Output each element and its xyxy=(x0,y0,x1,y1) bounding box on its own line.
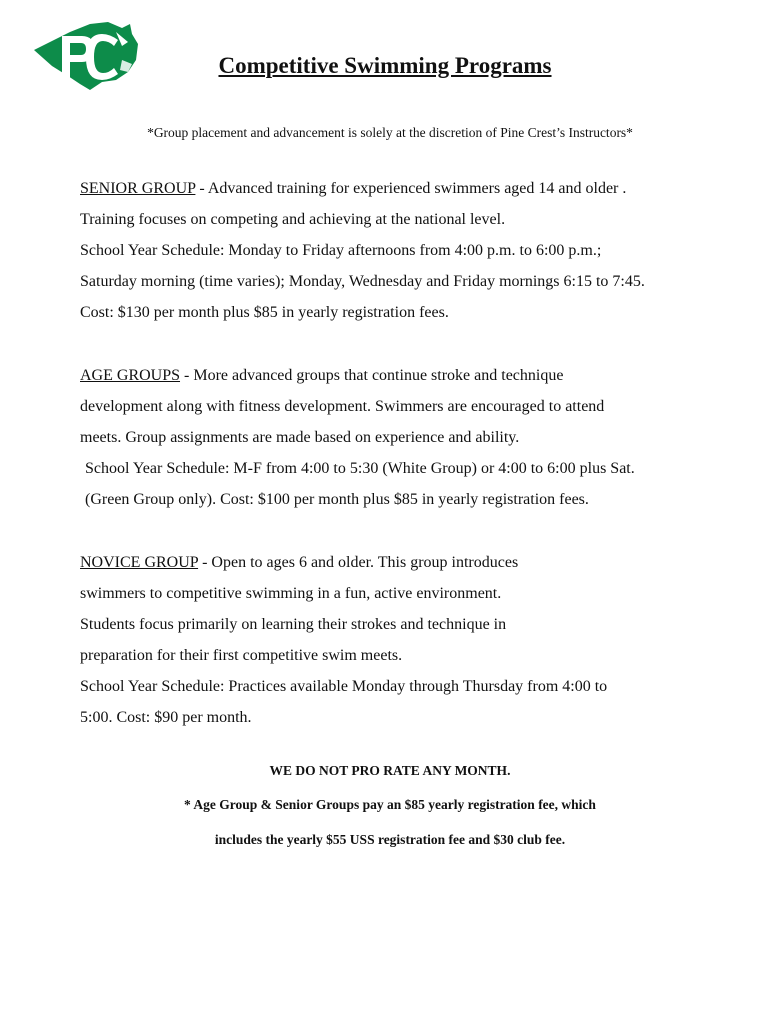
senior-group-heading: SENIOR GROUP xyxy=(80,180,196,197)
no-prorate-notice: WE DO NOT PRO RATE ANY MONTH. xyxy=(269,763,511,778)
novice-intro-text: - Open to ages 6 and older. This group introduces xyxy=(198,554,519,571)
novice-group-heading: NOVICE GROUP xyxy=(80,554,199,571)
placement-note: *Group placement and advancement is solely at the discretion of Pine Crest’s Instructors* xyxy=(147,125,633,140)
novice-line-4: preparation for their first competitive swim meets. xyxy=(80,647,403,664)
age-groups-heading: AGE GROUPS xyxy=(80,367,181,384)
age-line-3: meets. Group assignments are made based on experience and ability. xyxy=(80,429,520,446)
age-line-5: (Green Group only). Cost: $100 per month plus $85 in yearly registration fees. xyxy=(85,491,589,508)
age-line-4: School Year Schedule: M-F from 4:00 to 5:30 (White Group) or 4:00 to 6:00 plus Sat. xyxy=(85,460,635,477)
senior-line-1 xyxy=(80,173,740,204)
registration-fee-note-1: * Age Group & Senior Groups pay an $85 yearly registration fee, which xyxy=(184,797,596,812)
senior-line-4: Saturday morning (time varies); Monday, Wednesday and Friday mornings 6:15 to 7:45. xyxy=(80,273,645,290)
page-title: Competitive Swimming Programs xyxy=(218,53,552,78)
novice-line-5: School Year Schedule: Practices available Monday through Thursday from 4:00 to xyxy=(80,678,608,695)
registration-fee-note-2: includes the yearly $55 USS registration fee and $30 club fee. xyxy=(214,832,566,847)
senior-group-section xyxy=(80,173,740,328)
senior-line-2: Training focuses on competing and achieving at the national level. xyxy=(80,211,506,228)
senior-line-3: School Year Schedule: Monday to Friday afternoons from 4:00 p.m. to 6:00 p.m.; xyxy=(80,242,602,259)
age-line-2: development along with fitness development. Swimmers are encouraged to attend xyxy=(80,398,605,415)
senior-intro-text: - Advanced training for experienced swimmers aged 14 and older . xyxy=(195,180,627,197)
novice-line-6: 5:00. Cost: $90 per month. xyxy=(80,709,252,726)
novice-line-2: swimmers to competitive swimming in a fun, active environment. xyxy=(80,585,502,602)
novice-group-section xyxy=(80,547,740,733)
age-intro-text: - More advanced groups that continue stroke and technique xyxy=(180,367,564,384)
age-groups-section xyxy=(80,360,740,515)
novice-line-1 xyxy=(80,547,740,578)
age-line-1 xyxy=(80,360,740,391)
senior-line-5: Cost: $130 per month plus $85 in yearly registration fees. xyxy=(80,304,449,321)
novice-line-3: Students focus primarily on learning their strokes and technique in xyxy=(80,616,507,633)
